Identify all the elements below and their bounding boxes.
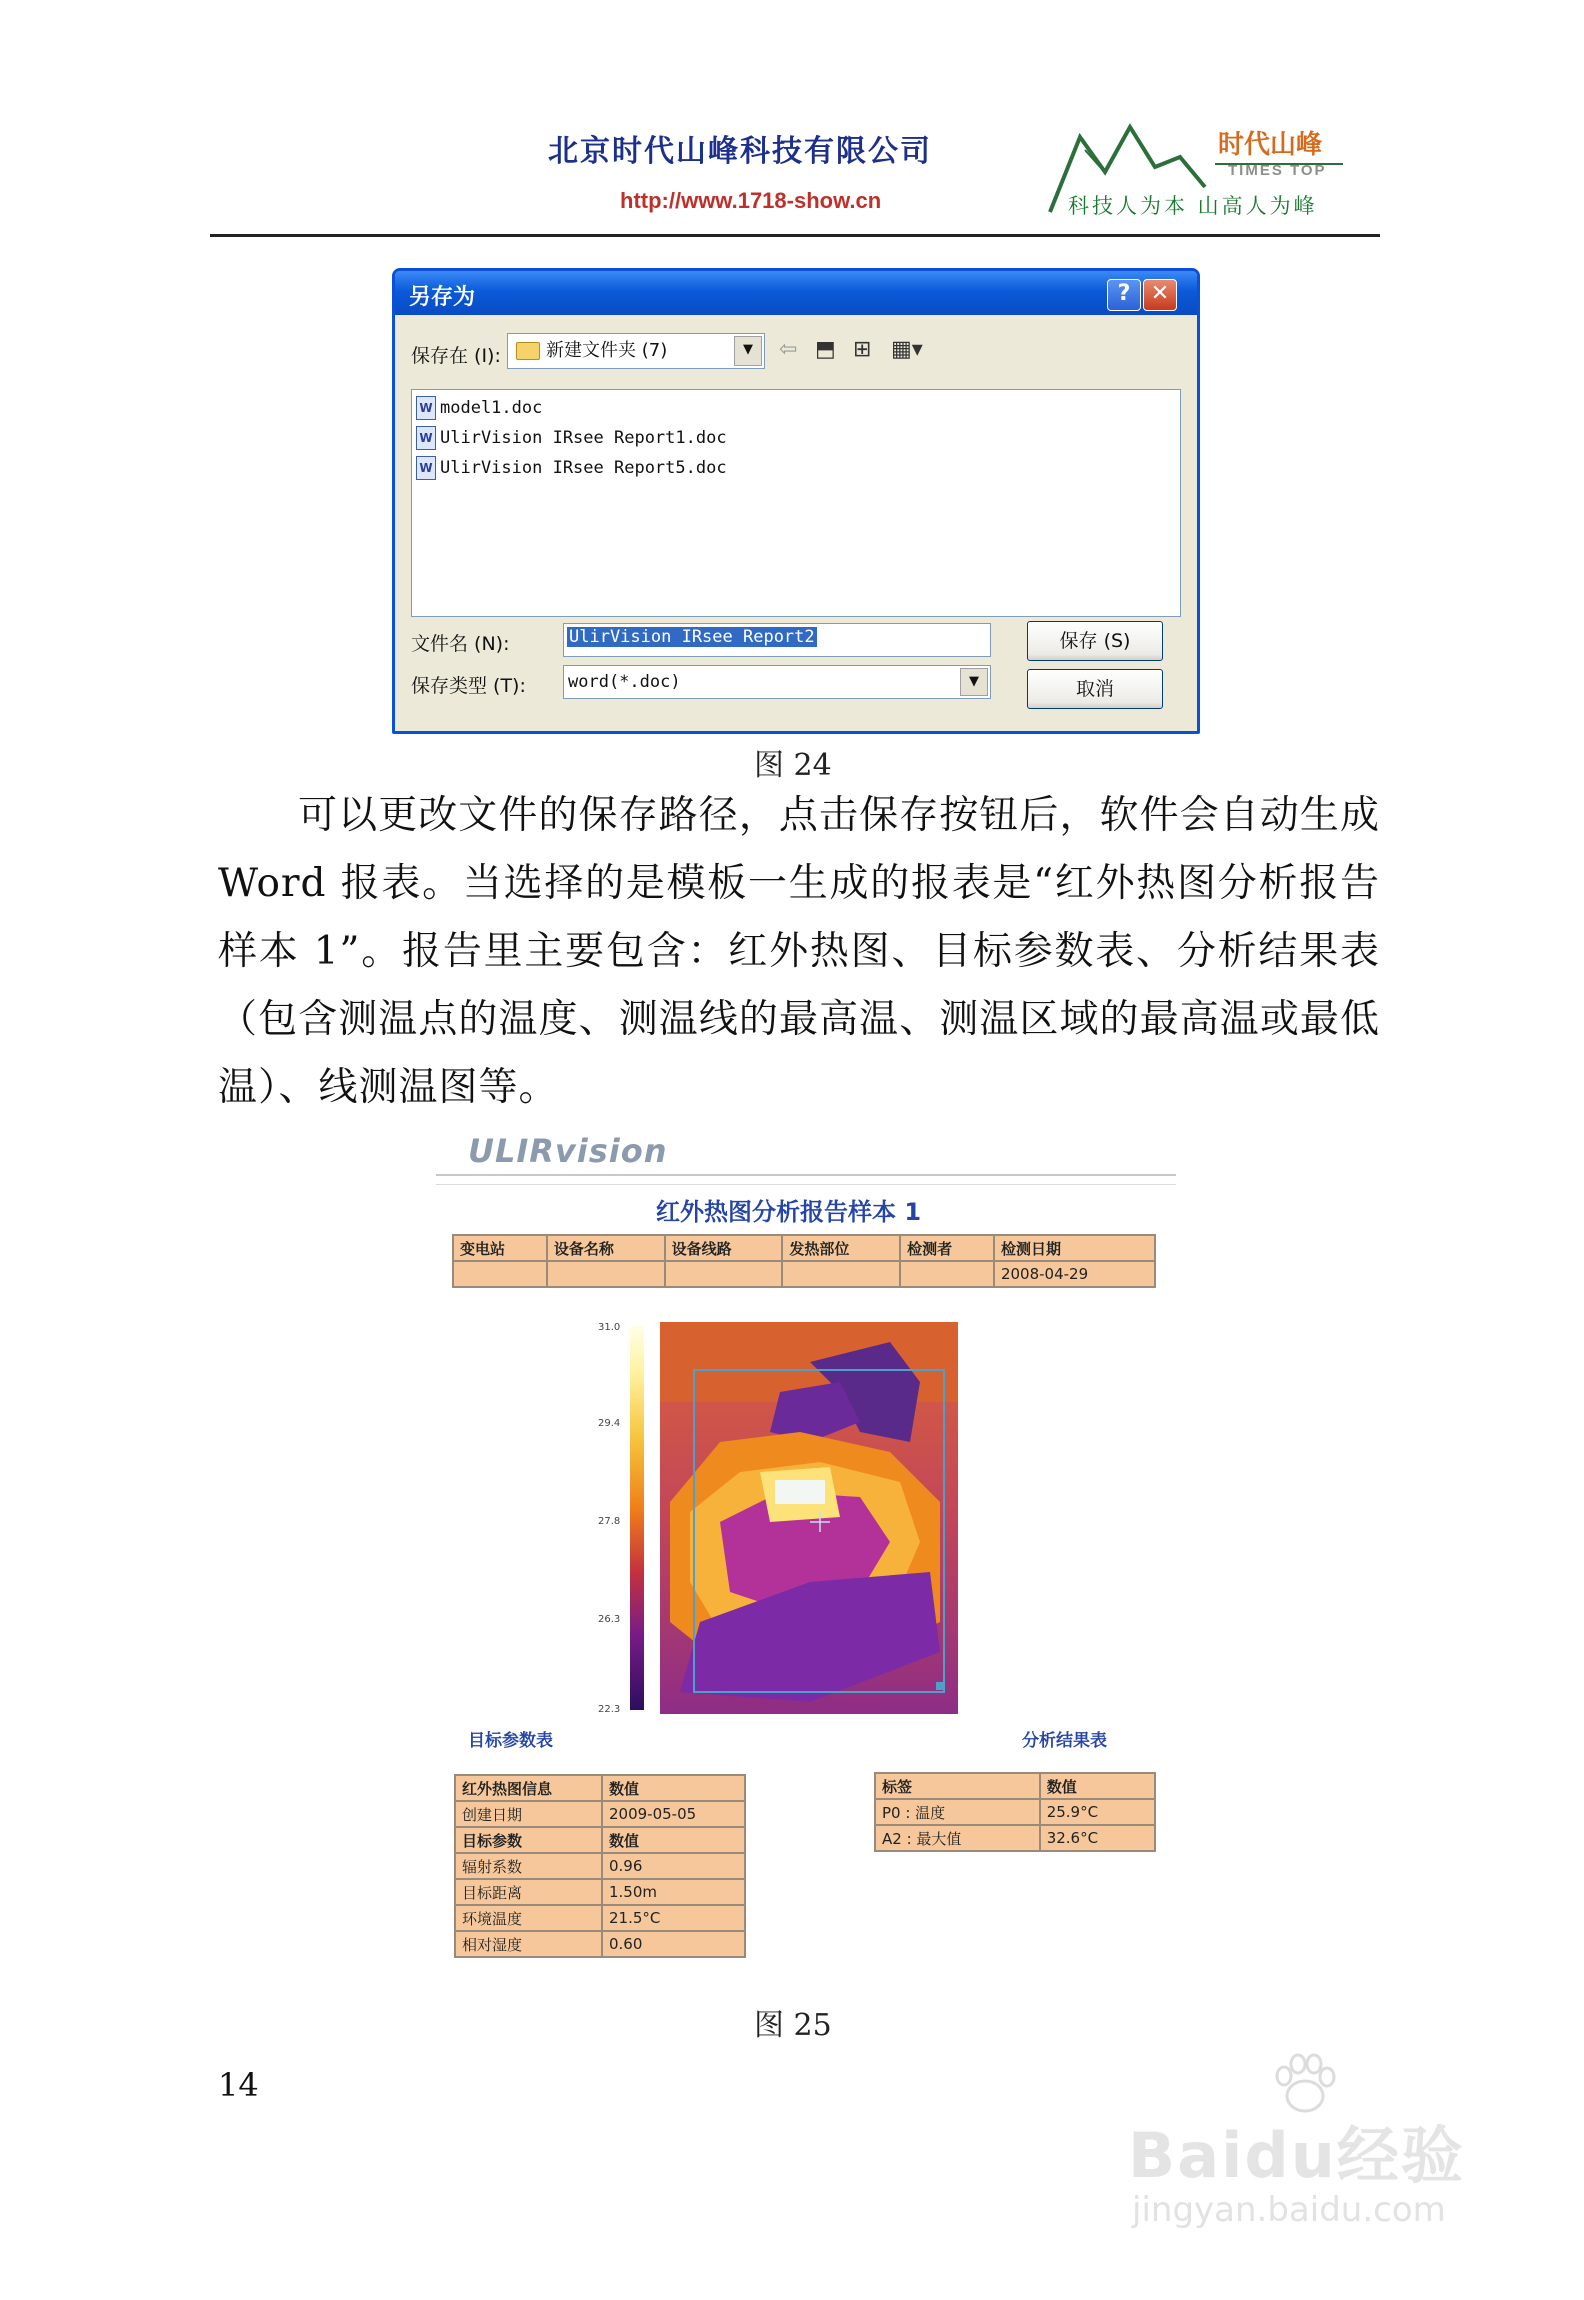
table-header-cell: 检测者: [900, 1235, 994, 1261]
table-row: [455, 1931, 745, 1957]
save-in-value: 新建文件夹 (7): [546, 340, 668, 361]
table-cell: 2009-05-05: [602, 1801, 745, 1827]
table-cell: 25.9°C: [1040, 1799, 1155, 1825]
table-row: [453, 1261, 1155, 1287]
table-cell: 红外热图信息: [455, 1775, 602, 1801]
chevron-down-icon[interactable]: ▼: [734, 336, 762, 366]
table-row: [455, 1853, 745, 1879]
scale-tick-label: 27.8: [598, 1516, 621, 1527]
target-params-table: [454, 1774, 746, 1958]
body-paragraph: 可以更改文件的保存路径，点击保存按钮后，软件会自动生成 Word 报表。当选择的是模板一生成的报表是“红外热图分析报告样本 1”。报告里主要包含：红外热图、目标参数表、分析结果表（包含测温点的温度、测温线的最高温、测温区域的最高温或最低温）、线测温图等。: [218, 793, 1380, 1110]
table-cell: 辐射系数: [455, 1853, 602, 1879]
table-cell: 0.96: [602, 1853, 745, 1879]
temperature-scale-bar: [630, 1326, 644, 1710]
save-as-dialog: [392, 268, 1200, 734]
file-item[interactable]: W model1.doc: [416, 396, 542, 420]
watermark-url: jingyan.baidu.com: [1132, 2190, 1446, 2230]
table-header-cell: 设备线路: [665, 1235, 783, 1261]
table-cell: 数值: [1040, 1773, 1155, 1799]
help-button[interactable]: ?: [1107, 279, 1141, 311]
file-list[interactable]: [411, 389, 1181, 617]
table-cell: A2 : 最大值: [875, 1825, 1040, 1851]
filetype-label: 保存类型 (T):: [411, 675, 526, 697]
table-row: [453, 1235, 1155, 1261]
table-cell: 数值: [602, 1827, 745, 1853]
new-folder-icon[interactable]: ⊞: [853, 337, 872, 362]
file-item[interactable]: W UlirVision IRsee Report5.doc: [416, 456, 727, 480]
dialog-titlebar: [395, 271, 1197, 315]
view-menu-icon[interactable]: ▦▾: [891, 337, 923, 362]
analysis-results-title: 分析结果表: [1022, 1731, 1107, 1751]
report-info-table: [452, 1234, 1156, 1288]
watermark-logo: Baidu经验: [1128, 2119, 1465, 2192]
figure-caption: 图 24: [754, 748, 832, 783]
table-cell: 数值: [602, 1775, 745, 1801]
table-row: [455, 1905, 745, 1931]
filetype-dropdown[interactable]: [563, 665, 991, 699]
scale-tick-label: 31.0: [598, 1322, 621, 1333]
company-url: http://www.1718-show.cn: [620, 188, 882, 213]
target-params-title: 目标参数表: [468, 1731, 553, 1751]
cancel-button[interactable]: 取消: [1027, 669, 1163, 709]
table-cell: 环境温度: [455, 1905, 602, 1931]
filename-label: 文件名 (N):: [411, 633, 510, 655]
table-cell: 目标距离: [455, 1879, 602, 1905]
logo-slogan: 科技人为本 山高人为峰: [1068, 194, 1318, 218]
report-title: 红外热图分析报告样本 1: [656, 1198, 922, 1226]
scale-tick-label: 29.4: [598, 1418, 621, 1429]
table-cell: [453, 1261, 547, 1287]
company-name: 北京时代山峰科技有限公司: [548, 134, 932, 169]
table-cell: 1.50m: [602, 1879, 745, 1905]
table-cell: [665, 1261, 783, 1287]
table-row: [455, 1801, 745, 1827]
table-cell: 目标参数: [455, 1827, 602, 1853]
table-header-cell: 发热部位: [782, 1235, 900, 1261]
filename-input[interactable]: [563, 623, 991, 657]
scale-tick-label: 22.3: [598, 1704, 621, 1715]
analysis-results-table: [874, 1772, 1156, 1852]
table-row: [875, 1773, 1155, 1799]
word-doc-icon: W: [416, 396, 436, 420]
table-row: [455, 1775, 745, 1801]
report-brand-logo: ULIRvision: [468, 1132, 668, 1170]
table-cell: [782, 1261, 900, 1287]
table-header-cell: 检测日期: [994, 1235, 1155, 1261]
logo-name: 时代山峰: [1218, 130, 1323, 160]
save-in-label: 保存在 (I):: [411, 345, 501, 367]
thermal-image: [660, 1322, 958, 1714]
chevron-down-icon[interactable]: ▼: [960, 668, 988, 696]
word-doc-icon: W: [416, 426, 436, 450]
back-icon[interactable]: ⇦: [779, 337, 798, 362]
table-cell: 创建日期: [455, 1801, 602, 1827]
table-row: [455, 1827, 745, 1853]
up-folder-icon[interactable]: ⬒: [815, 337, 836, 362]
filename-value: UlirVision IRsee Report2: [569, 627, 815, 647]
figure-caption: 图 25: [754, 2008, 832, 2043]
table-row: [455, 1879, 745, 1905]
header-rule: [210, 234, 1380, 237]
table-row: [875, 1825, 1155, 1851]
table-cell: [547, 1261, 665, 1287]
table-cell: [900, 1261, 994, 1287]
folder-icon: [516, 342, 540, 360]
save-button[interactable]: 保存 (S): [1027, 621, 1163, 661]
table-header-cell: 变电站: [453, 1235, 547, 1261]
logo-english-name: TIMES TOP: [1228, 162, 1327, 179]
close-button[interactable]: ✕: [1143, 279, 1177, 311]
scale-tick-label: 26.3: [598, 1614, 621, 1625]
table-header-cell: 设备名称: [547, 1235, 665, 1261]
table-cell: 0.60: [602, 1931, 745, 1957]
word-doc-icon: W: [416, 456, 436, 480]
file-item[interactable]: W UlirVision IRsee Report1.doc: [416, 426, 727, 450]
table-cell: 21.5°C: [602, 1905, 745, 1931]
table-row: [875, 1799, 1155, 1825]
table-cell: 标签: [875, 1773, 1040, 1799]
table-cell: 相对湿度: [455, 1931, 602, 1957]
page-number: 14: [218, 2066, 259, 2104]
save-in-dropdown[interactable]: [507, 333, 765, 369]
table-cell: 32.6°C: [1040, 1825, 1155, 1851]
filetype-value: word(*.doc): [568, 672, 681, 692]
table-cell: 2008-04-29: [994, 1261, 1155, 1287]
report-header-rule: [436, 1174, 1176, 1185]
dialog-title: 另存为: [409, 285, 476, 310]
table-cell: P0 : 温度: [875, 1799, 1040, 1825]
